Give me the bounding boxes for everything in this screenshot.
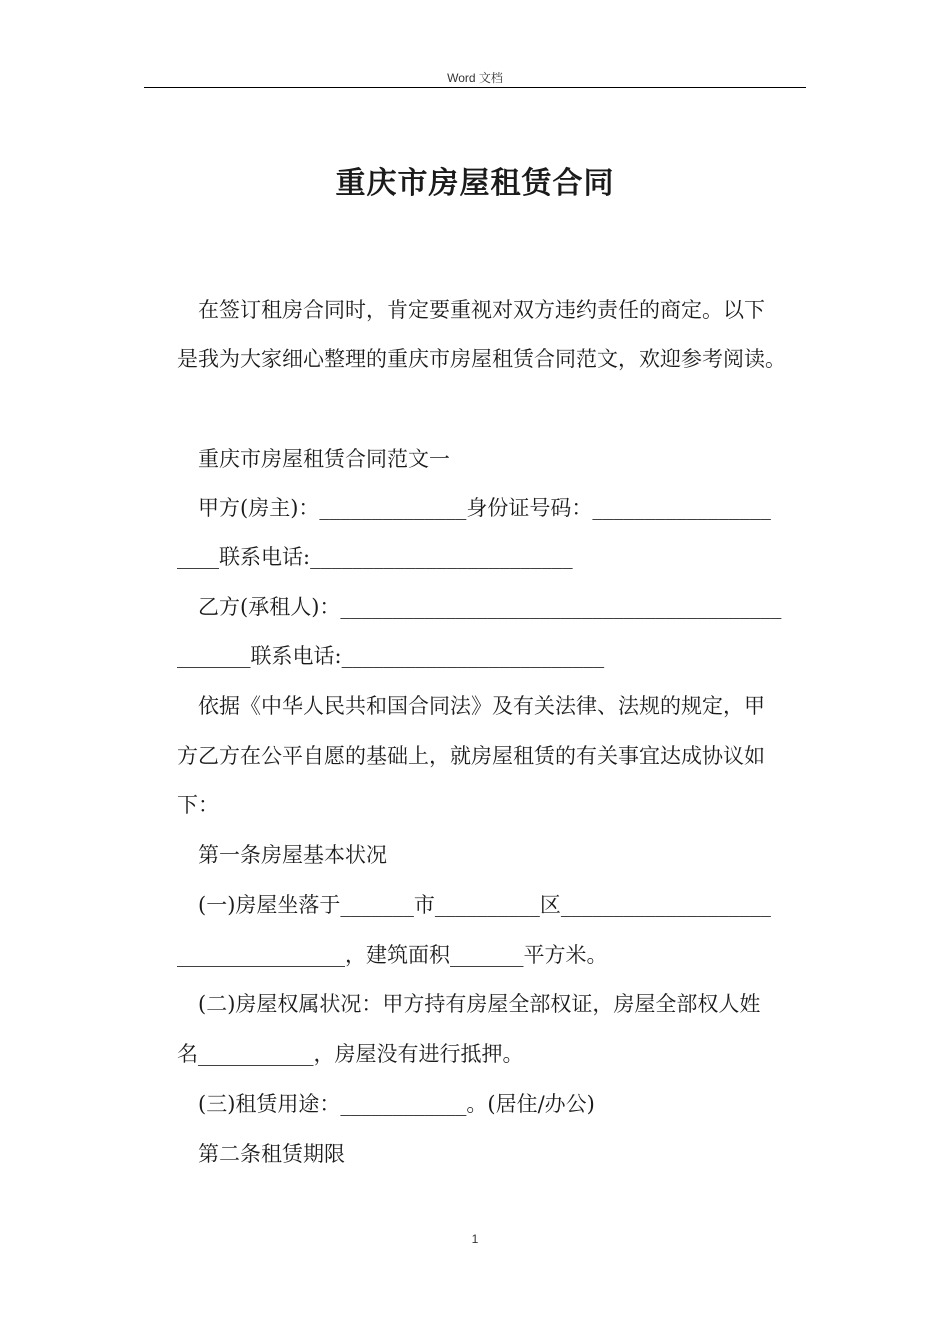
article-one-heading: 第一条房屋基本状况: [198, 843, 387, 867]
article-two-heading: 第二条租赁期限: [198, 1142, 345, 1166]
page-number: 1: [471, 1232, 479, 1246]
intro-line-1: 在签订租房合同时，肯定要重视对双方违约责任的商定。以下: [198, 298, 765, 322]
party-a-line: 甲方(房主)：______________身份证号码：_________________: [198, 496, 771, 520]
article-one-item-1-line-1: (一)房屋坐落于_______市__________区____________________: [198, 893, 771, 917]
article-one-item-1-line-2: ________________，建筑面积_______平方米。: [177, 943, 608, 967]
header-divider: [144, 87, 806, 88]
basis-line-2: 方乙方在公平自愿的基础上，就房屋租赁的有关事宜达成协议如: [177, 744, 765, 768]
party-b-line: 乙方(承租人)：__________________________________________: [198, 595, 782, 619]
basis-line-3: 下：: [177, 793, 219, 817]
document-title: 重庆市房屋租赁合同: [335, 166, 615, 201]
party-b-phone-line: _______联系电话:_________________________: [177, 644, 605, 668]
basis-line-1: 依据《中华人民共和国合同法》及有关法律、法规的规定，甲: [198, 694, 765, 718]
article-one-item-3: (三)租赁用途：____________。(居住/办公): [198, 1092, 595, 1116]
article-one-item-2-line-2: 名___________，房屋没有进行抵押。: [177, 1042, 524, 1066]
party-a-phone-line: ____联系电话:_________________________: [177, 545, 573, 569]
intro-line-2: 是我为大家细心整理的重庆市房屋租赁合同范文，欢迎参考阅读。: [177, 347, 786, 371]
section-heading-sample-one: 重庆市房屋租赁合同范文一: [198, 447, 450, 471]
page-header: Word 文档: [447, 71, 503, 85]
article-one-item-2-line-1: (二)房屋权属状况：甲方持有房屋全部权证，房屋全部权人姓: [198, 992, 761, 1016]
